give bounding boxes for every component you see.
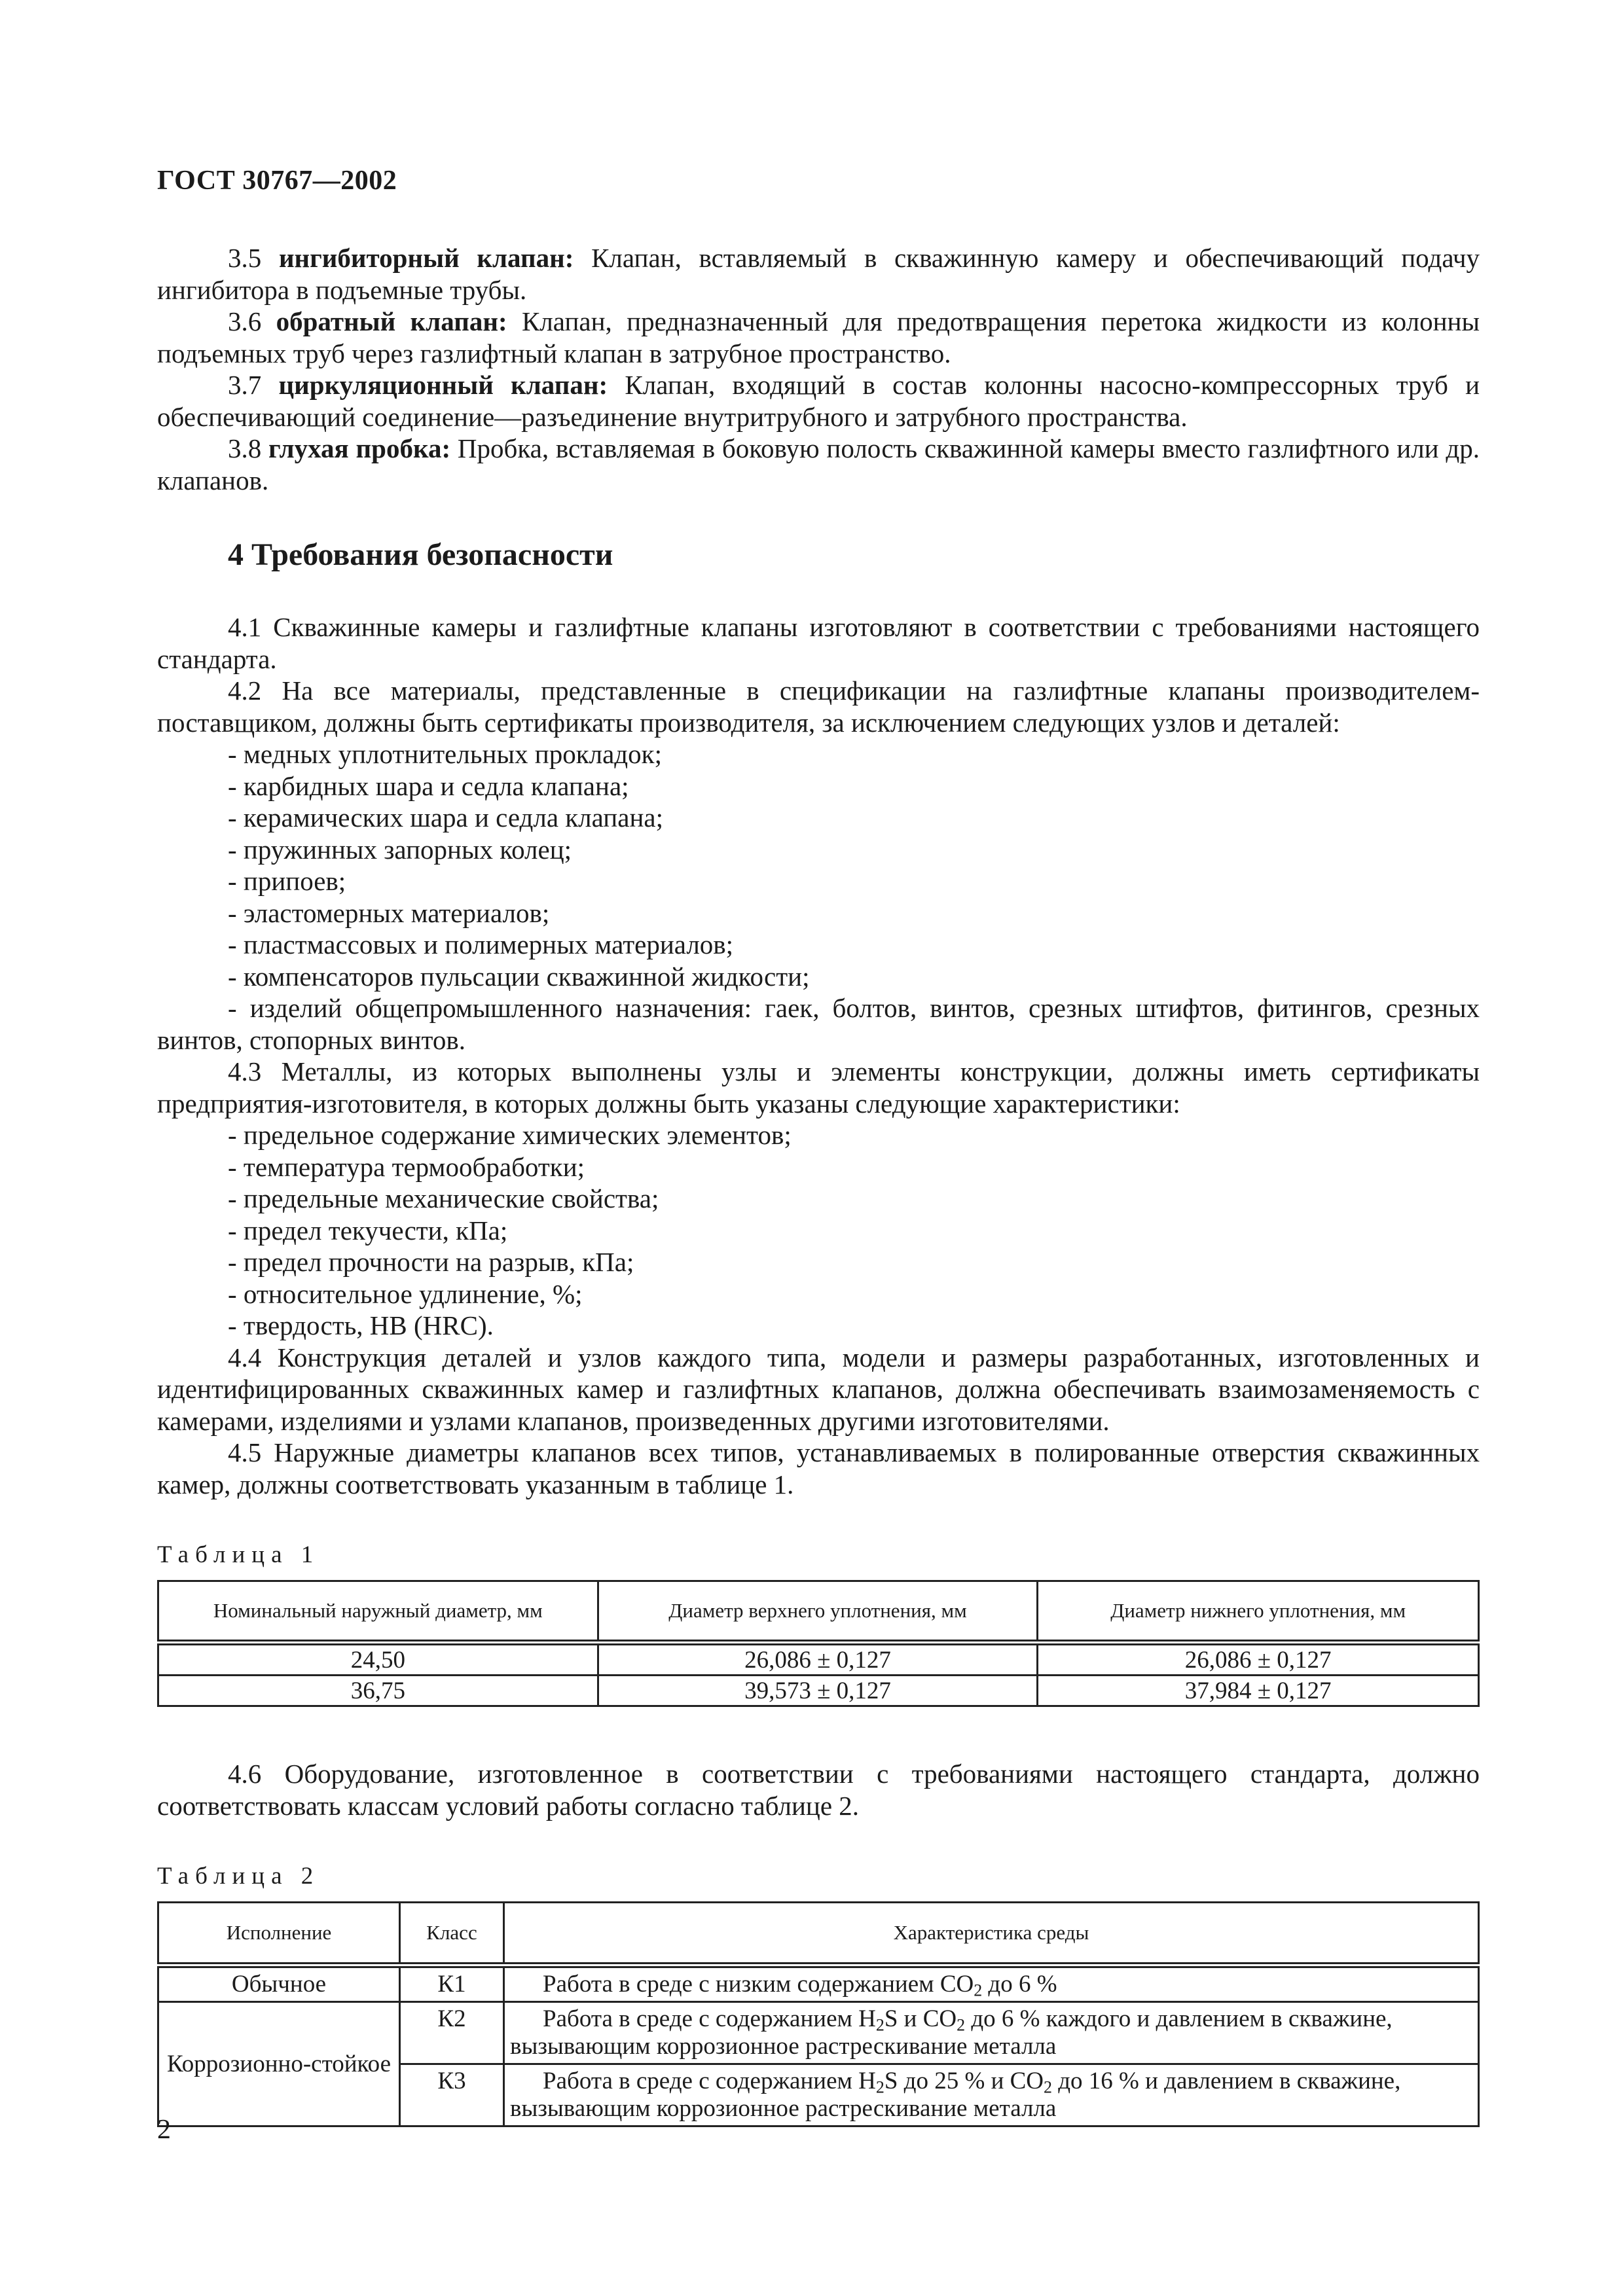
document-header: ГОСТ 30767—2002 <box>157 166 397 196</box>
table-2-caption: Таблица 2 <box>157 1863 320 1890</box>
list-item: - предельное содержание химических элементов; <box>228 1120 792 1150</box>
paragraph-4-6: 4.6 Оборудование, изготовленное в соответствии с требованиями настоящего стандарта, должно соответствовать классам условий работы согласно таблице 2. <box>157 1759 1480 1821</box>
page-number: 2 <box>157 2115 171 2145</box>
definition-3-6: 3.6 обратный клапан: Клапан, предназначенный для предотвращения перетока жидкости из колонны подъемных труб через газлифтный клапан в затрубное пространство. <box>157 306 1480 368</box>
table-row <box>158 1965 1479 2002</box>
list-item: - пластмассовых и полимерных материалов; <box>228 929 734 960</box>
list-item: - пружинных запорных колец; <box>228 834 572 865</box>
list-item: - предел прочности на разрыв, кПа; <box>228 1247 634 1277</box>
table-header-cell: Диаметр нижнего уплотнения, мм <box>1038 1581 1479 1643</box>
list-item: - припоев; <box>228 866 346 896</box>
table-header-cell: Диаметр верхнего уплотнения, мм <box>598 1581 1038 1643</box>
table-1 <box>157 1580 1480 1707</box>
definition-3-7: 3.7 циркуляционный клапан: Клапан, входящий в состав колонны насосно-компрессорных труб и обеспечивающий соединение—разъединение внутритрубного и затрубного пространства. <box>157 370 1480 432</box>
table-header-row <box>158 1581 1479 1643</box>
class-cell: К1 <box>400 1965 504 2002</box>
list-item: - медных уплотнительных прокладок; <box>228 739 662 769</box>
paragraph-4-2: 4.2 На все материалы, представленные в спецификации на газлифтные клапаны производителем-поставщиком, должны быть сертификаты производителя, за исключением следующих узлов и деталей: <box>157 675 1480 738</box>
table-cell: 36,75 <box>158 1676 598 1706</box>
table-cell: 24,50 <box>158 1643 598 1676</box>
class-cell: К2 <box>400 2002 504 2064</box>
list-item: - предельные механические свойства; <box>228 1183 659 1213</box>
paragraph-4-1: 4.1 Скважинные камеры и газлифтные клапаны изготовляют в соответствии с требованиями настоящего стандарта. <box>157 612 1480 674</box>
definition-3-8: 3.8 глухая пробка: Пробка, вставляемая в боковую полость скважинной камеры вместо газлифтного или др. клапанов. <box>157 433 1480 495</box>
document-body <box>157 242 1480 2127</box>
table-header-row <box>158 1903 1479 1965</box>
document-page <box>157 0 1480 2296</box>
section-title: 4 Требования безопасности <box>228 537 613 572</box>
environment-cell: Работа в среде с содержанием $H_2S$ и $СО_2$ до 6 % каждого и давлением в скважине, вызывающим коррозионное растрескивание металла <box>504 2002 1479 2064</box>
list-item: - относительное удлинение, %; <box>228 1278 583 1309</box>
list-item: - компенсаторов пульсации скважинной жидкости; <box>228 961 810 992</box>
table-row <box>158 1643 1479 1676</box>
list-item: - карбидных шара и седла клапана; <box>228 770 629 801</box>
table-1-caption: Таблица 1 <box>157 1541 320 1568</box>
table-cell: 26,086 ± 0,127 <box>1038 1643 1479 1676</box>
paragraph-4-4: 4.4 Конструкция деталей и узлов каждого типа, модели и размеры разработанных, изготовленных и идентифицированных скважинных камер и газлифтных клапанов, должна обеспечивать взаимозаменяемость с камерами, изделиями и узлами клапанов, произведенных другими изготовителями. <box>157 1342 1480 1436</box>
list-item: - предел текучести, кПа; <box>228 1215 508 1246</box>
table-header-cell: Характеристика среды <box>504 1903 1479 1965</box>
table-cell: 26,086 ± 0,127 <box>598 1643 1038 1676</box>
table-2 <box>157 1901 1480 2127</box>
list-item: - керамических шара и седла клапана; <box>228 802 663 833</box>
definition-3-5: 3.5 ингибиторный клапан: Клапан, вставляемый в скважинную камеру и обеспечивающий подачу ингибитора в подъемные трубы. <box>157 243 1480 305</box>
table-header-cell: Класс <box>400 1903 504 1965</box>
list-item: - температура термообработки; <box>228 1151 585 1182</box>
table-header-cell: Исполнение <box>158 1903 400 1965</box>
table-header-cell: Номинальный наружный диаметр, мм <box>158 1581 598 1643</box>
table-cell: 39,573 ± 0,127 <box>598 1676 1038 1706</box>
paragraph-4-5: 4.5 Наружные диаметры клапанов всех типов, устанавливаемых в полированные отверстия скважинных камер, должны соответствовать указанным в таблице 1. <box>157 1437 1480 1499</box>
list-item: - эластомерных материалов; <box>228 897 550 928</box>
table-cell: 37,984 ± 0,127 <box>1038 1676 1479 1706</box>
list-item: - изделий общепромышленного назначения: гаек, болтов, винтов, срезных штифтов, фитингов, срезных винтов, стопорных винтов. <box>157 993 1480 1055</box>
paragraph-4-3: 4.3 Металлы, из которых выполнены узлы и элементы конструкции, должны иметь сертификаты предприятия-изготовителя, в которых должны быть указаны следующие характеристики: <box>157 1056 1480 1119</box>
execution-cell: Обычное <box>158 1965 400 2002</box>
list-item: - твердость, HB (HRC). <box>228 1310 494 1340</box>
environment-cell: Работа в среде с содержанием $H_2S$ до 25 % и $СО_2$ до 16 % и давлением в скважине, вызывающим коррозионное растрескивание металла <box>504 2064 1479 2126</box>
environment-cell: Работа в среде с низким содержанием $СО_2$ до 6 % <box>504 1965 1479 2002</box>
table-row <box>158 2002 1479 2064</box>
table-row <box>158 1676 1479 1706</box>
class-cell: К3 <box>400 2064 504 2126</box>
execution-cell: Коррозионно-стойкое <box>158 2002 400 2126</box>
